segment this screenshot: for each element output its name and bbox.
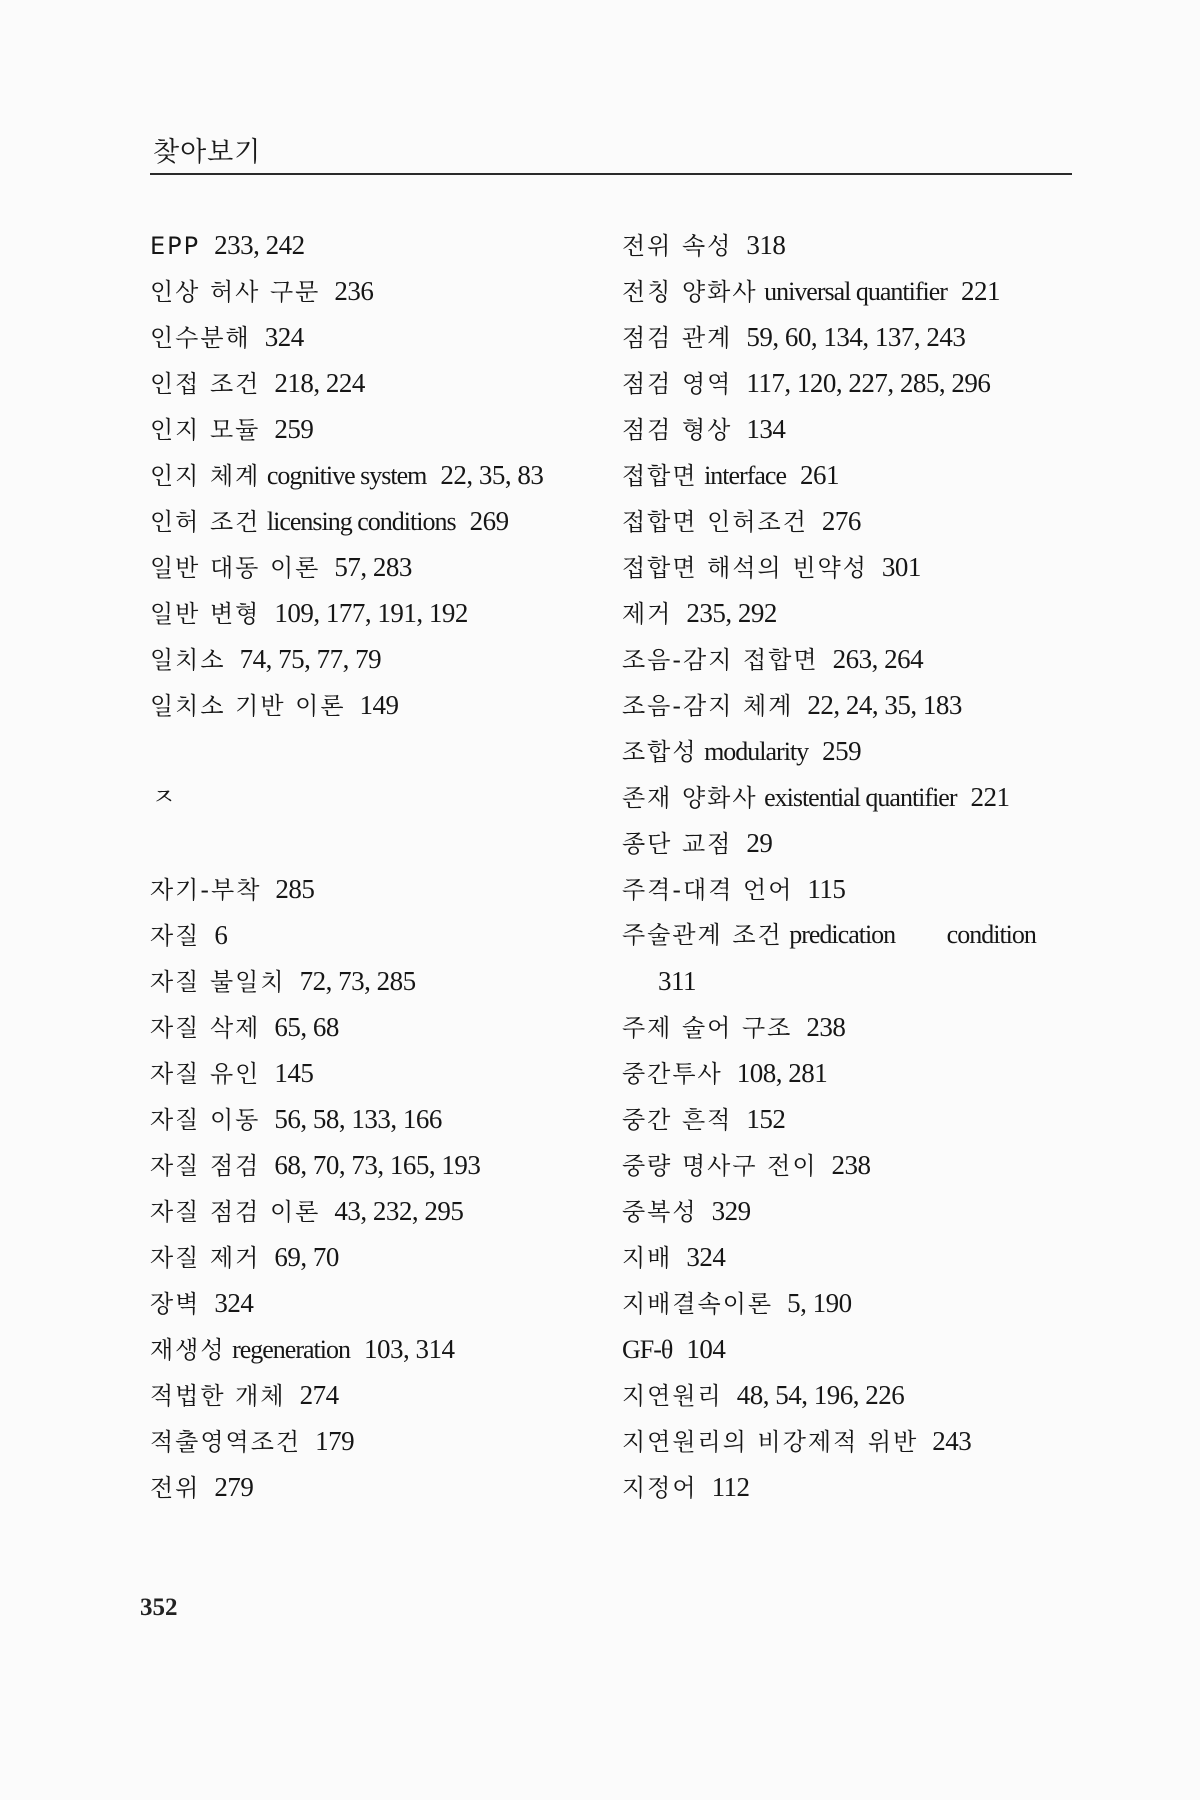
page-refs: 324 <box>686 1242 726 1272</box>
running-head: 찾아보기 <box>153 137 262 168</box>
index-term: 지연원리 <box>622 1382 723 1410</box>
index-entry <box>150 268 600 314</box>
page-refs: 134 <box>746 414 786 444</box>
page-refs: 48, 54, 196, 226 <box>736 1380 905 1410</box>
page-refs: 72, 73, 285 <box>299 966 416 996</box>
index-term: 인접 조건 <box>150 370 261 398</box>
index-term: 일치소 <box>150 646 226 674</box>
header-rule <box>150 173 1072 175</box>
index-term: 일치소 기반 이론 <box>150 692 346 720</box>
page-refs: 29 <box>746 828 773 858</box>
page-refs: 259 <box>822 736 862 766</box>
index-term: 제거 <box>622 600 673 628</box>
page-refs: 238 <box>806 1012 846 1042</box>
page-refs: 56, 58, 133, 166 <box>274 1104 442 1134</box>
index-entry <box>622 1096 1077 1142</box>
index-entry <box>150 866 600 912</box>
index-entry <box>622 452 1077 498</box>
index-column-right <box>622 222 1077 1510</box>
index-entry <box>622 1326 1077 1372</box>
index-entry <box>150 1142 600 1188</box>
page-refs: 112 <box>711 1472 750 1502</box>
page-refs: 69, 70 <box>274 1242 339 1272</box>
page-refs: 301 <box>881 552 921 582</box>
index-term: 접합면 인허조건 <box>622 508 808 536</box>
index-entry <box>622 1464 1077 1510</box>
index-term: 일반 변형 <box>150 600 261 628</box>
index-entry <box>622 1372 1077 1418</box>
index-entry <box>150 452 600 498</box>
index-term: 중복성 <box>622 1198 698 1226</box>
section-letter: ㅈ <box>152 783 176 811</box>
index-term: 자질 제거 <box>150 1244 261 1272</box>
index-entry <box>622 728 1077 774</box>
index-entry <box>622 820 1077 866</box>
english-gloss: licensing conditions <box>266 507 456 536</box>
blank-line <box>150 820 600 866</box>
english-gloss: modularity <box>704 737 809 766</box>
index-entry <box>622 544 1077 590</box>
index-term: 인지 체계 <box>150 462 261 490</box>
index-entry <box>622 406 1077 452</box>
index-term: 점검 형상 <box>622 416 733 444</box>
index-term: 인상 허사 구문 <box>150 278 321 306</box>
index-entry <box>150 1326 600 1372</box>
index-entry <box>150 360 600 406</box>
page-refs: 43, 232, 295 <box>334 1196 464 1226</box>
index-term: 주격-대격 언어 <box>622 876 794 904</box>
index-term: 자질 이동 <box>150 1106 261 1134</box>
page-refs: 103, 314 <box>364 1334 455 1364</box>
index-term: 존재 양화사 <box>622 784 758 812</box>
page-refs: 269 <box>469 506 509 536</box>
index-entry <box>622 590 1077 636</box>
index-term: EPP <box>150 232 201 260</box>
page-refs: 145 <box>274 1058 314 1088</box>
index-term: 점검 영역 <box>622 370 733 398</box>
index-term: 중간투사 <box>622 1060 723 1088</box>
page-refs: 109, 177, 191, 192 <box>274 598 468 628</box>
page-number: 352 <box>140 1594 178 1621</box>
page-refs: 57, 283 <box>334 552 412 582</box>
page-refs: 279 <box>214 1472 254 1502</box>
page-refs: 261 <box>800 460 839 490</box>
index-entry <box>622 1050 1077 1096</box>
index-term: 인지 모듈 <box>150 416 261 444</box>
index-entry <box>150 498 600 544</box>
page-refs: 259 <box>274 414 314 444</box>
index-entry <box>622 1004 1077 1050</box>
index-column-left <box>150 222 600 1510</box>
index-term: 지정어 <box>622 1474 698 1502</box>
english-gloss: regeneration <box>232 1335 350 1364</box>
index-term: GF-θ <box>622 1335 673 1364</box>
index-entry <box>150 912 600 958</box>
index-term: 자질 점검 이론 <box>150 1198 321 1226</box>
index-entry <box>150 314 600 360</box>
index-entry <box>150 590 600 636</box>
index-entry <box>622 1234 1077 1280</box>
index-term: 전위 속성 <box>622 232 733 260</box>
page-refs: 243 <box>932 1426 972 1456</box>
english-gloss: interface <box>704 461 786 490</box>
index-entry <box>150 1004 600 1050</box>
index-entry <box>622 774 1077 820</box>
page-refs: 74, 75, 77, 79 <box>239 644 382 674</box>
index-entry <box>150 1188 600 1234</box>
english-gloss: existential quantifier <box>764 783 957 812</box>
page-refs: 59, 60, 134, 137, 243 <box>746 322 966 352</box>
page-refs: 324 <box>214 1288 254 1318</box>
index-entry <box>622 498 1077 544</box>
index-term: 조음-감지 체계 <box>622 692 794 720</box>
index-term: 자질 불일치 <box>150 968 286 996</box>
index-entry <box>150 1464 600 1510</box>
index-entry <box>150 222 600 268</box>
page-refs: 218, 224 <box>274 368 365 398</box>
index-entry <box>622 682 1077 728</box>
page-refs: 235, 292 <box>686 598 777 628</box>
page-refs: 149 <box>359 690 399 720</box>
index-entry <box>622 1280 1077 1326</box>
index-term: 인수분해 <box>150 324 251 352</box>
index-term: 자질 삭제 <box>150 1014 261 1042</box>
index-term: 주제 술어 구조 <box>622 1014 793 1042</box>
page-refs: 179 <box>315 1426 355 1456</box>
page-refs: 238 <box>831 1150 871 1180</box>
index-entry <box>150 1280 600 1326</box>
index-entry <box>150 1372 600 1418</box>
index-term: 지연원리의 비강제적 위반 <box>622 1428 919 1456</box>
index-term: 자기-부착 <box>150 876 262 904</box>
index-entry <box>150 682 600 728</box>
page-refs: 22, 35, 83 <box>440 460 544 490</box>
index-entry <box>622 314 1077 360</box>
english-gloss: universal quantifier <box>764 277 947 306</box>
page-refs: 233, 242 <box>214 230 305 260</box>
english-gloss: cognitive system <box>266 461 427 490</box>
index-entry <box>622 866 1077 912</box>
page-refs: 6 <box>214 920 228 950</box>
page-refs: 236 <box>334 276 374 306</box>
index-term: 주술관계 조건 <box>622 921 783 949</box>
page-refs: 329 <box>711 1196 751 1226</box>
page-refs: 285 <box>275 874 315 904</box>
index-term: 장벽 <box>150 1290 201 1318</box>
page-refs: 152 <box>746 1104 786 1134</box>
index-term: 조합성 <box>622 738 698 766</box>
index-entry <box>150 406 600 452</box>
index-term: 중량 명사구 전이 <box>622 1152 818 1180</box>
blank-line <box>150 728 600 774</box>
page-refs: 115 <box>807 874 846 904</box>
page-refs: 263, 264 <box>832 644 924 674</box>
page-refs: 221 <box>960 276 1000 306</box>
index-term: 인허 조건 <box>150 508 261 536</box>
index-entry <box>622 222 1077 268</box>
index-entry <box>150 958 600 1004</box>
index-term: 점검 관계 <box>622 324 733 352</box>
index-term: 지배결속이론 <box>622 1290 774 1318</box>
page-refs: 104 <box>686 1334 726 1364</box>
page-refs: 221 <box>970 782 1010 812</box>
index-term: 적법한 개체 <box>150 1382 286 1410</box>
index-entry <box>622 1142 1077 1188</box>
index-entry <box>150 1234 600 1280</box>
page-refs: 318 <box>746 230 786 260</box>
index-entry <box>622 1188 1077 1234</box>
page-refs: 68, 70, 73, 165, 193 <box>274 1150 481 1180</box>
page-refs: 22, 24, 35, 183 <box>807 690 962 720</box>
index-term: 자질 유인 <box>150 1060 261 1088</box>
index-term: 적출영역조건 <box>150 1428 302 1456</box>
index-term: 중간 흔적 <box>622 1106 733 1134</box>
index-term: 재생성 <box>150 1336 226 1364</box>
index-term: 자질 <box>150 922 201 950</box>
page-refs: 274 <box>299 1380 339 1410</box>
index-term: 전칭 양화사 <box>622 278 758 306</box>
page-refs: 5, 190 <box>787 1288 852 1318</box>
index-entry <box>622 360 1077 406</box>
index-entry <box>150 544 600 590</box>
page-refs: 324 <box>264 322 304 352</box>
index-entry <box>622 268 1077 314</box>
index-term: 접합면 <box>622 462 698 490</box>
page-refs: 65, 68 <box>274 1012 339 1042</box>
index-entry <box>622 636 1077 682</box>
index-entry <box>150 1096 600 1142</box>
index-term: 전위 <box>150 1474 201 1502</box>
index-entry <box>150 1050 600 1096</box>
index-entry <box>150 1418 600 1464</box>
page-refs: 108, 281 <box>736 1058 828 1088</box>
index-term: 지배 <box>622 1244 673 1272</box>
index-term: 자질 점검 <box>150 1152 261 1180</box>
index-entry <box>622 912 1077 1004</box>
page-refs: 117, 120, 227, 285, 296 <box>746 368 991 398</box>
english-gloss: predication condition <box>789 920 1036 949</box>
index-entry <box>622 1418 1077 1464</box>
index-entry <box>150 636 600 682</box>
page-refs: 276 <box>821 506 861 536</box>
page-refs: 311 <box>658 966 696 996</box>
index-term: 접합면 해석의 빈약성 <box>622 554 868 582</box>
index-term: 일반 대동 이론 <box>150 554 321 582</box>
index-term: 조음-감지 접합면 <box>622 646 819 674</box>
index-term: 종단 교점 <box>622 830 733 858</box>
